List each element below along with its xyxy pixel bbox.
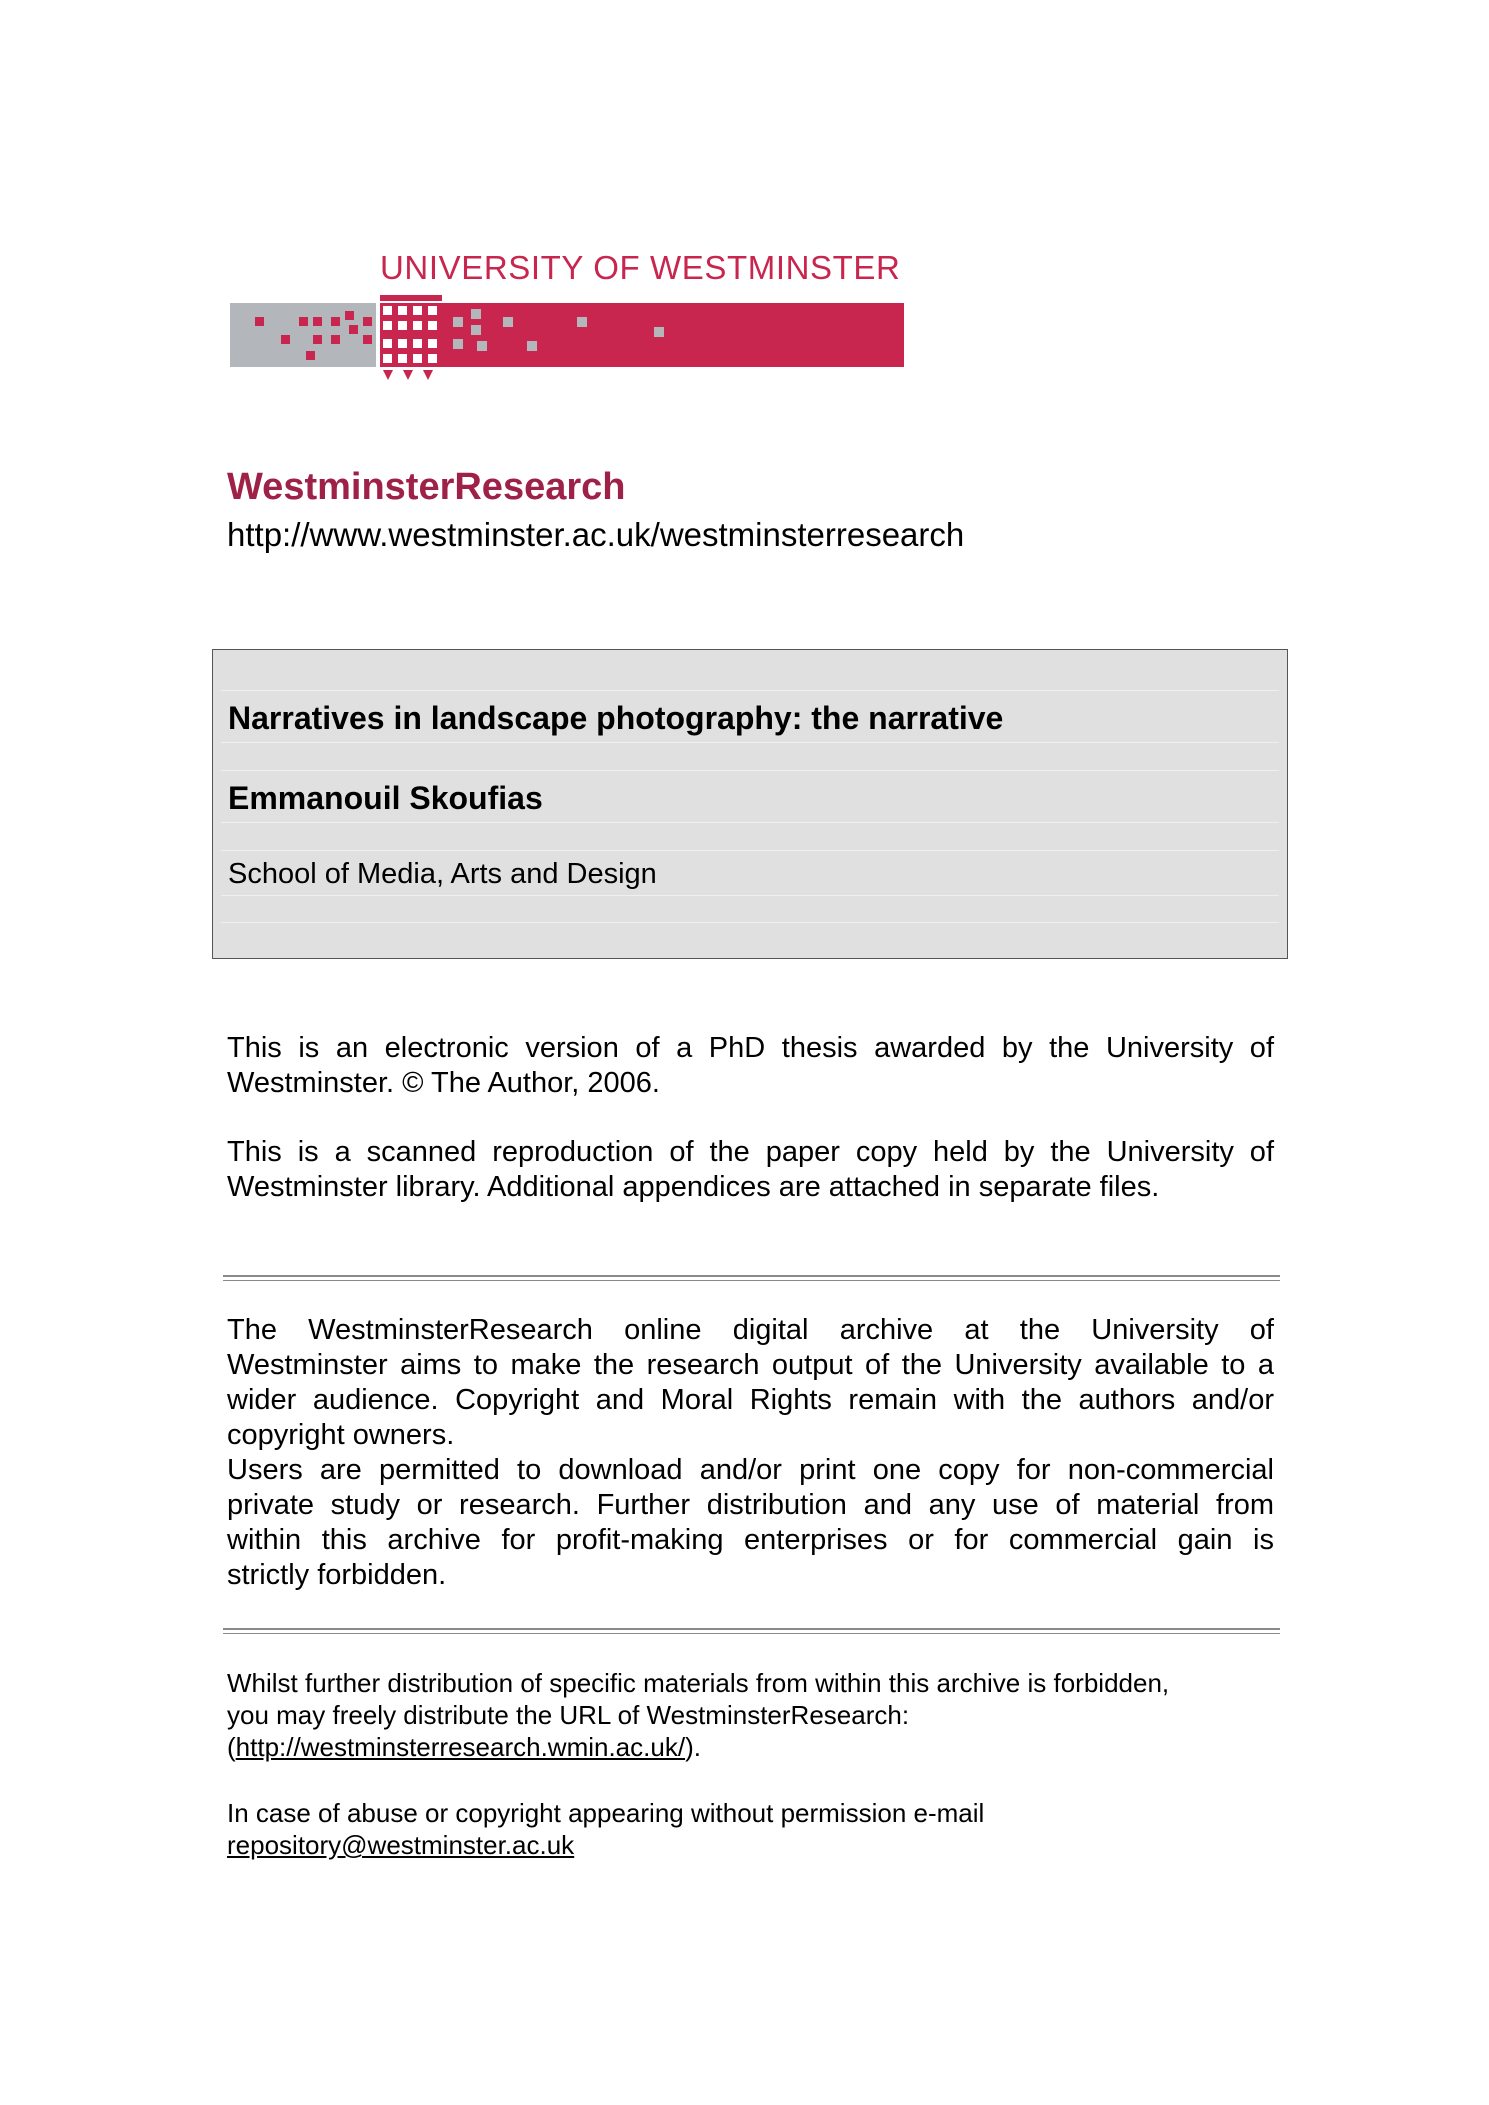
electronic-version-notice xyxy=(227,1031,1274,1101)
box-stripe xyxy=(221,895,1279,896)
thesis-info-box xyxy=(212,649,1288,959)
box-stripe xyxy=(221,922,1279,923)
divider xyxy=(223,1275,1280,1281)
repository-email-link[interactable]: repository@westminster.ac.uk xyxy=(227,1830,575,1860)
distribution-line: you may freely distribute the URL of WestminsterResearch: xyxy=(227,1700,910,1730)
url-open: ( xyxy=(227,1732,236,1762)
university-logo-graphic xyxy=(227,243,909,383)
archive-line: wider audience. Copyright and Moral Rights remain with the authors and/or xyxy=(227,1384,1274,1416)
thesis-school: School of Media, Arts and Design xyxy=(228,858,657,890)
distribution-url-line xyxy=(227,1731,1277,1763)
box-stripe xyxy=(221,742,1279,743)
scanned-reproduction-notice xyxy=(227,1135,1274,1205)
notice-line: Westminster. © The Author, 2006. xyxy=(227,1067,660,1099)
archive-line: Users are permitted to download and/or print one copy for non-commercial xyxy=(227,1454,1274,1486)
archive-line: Westminster aims to make the research output of the University available to a xyxy=(227,1349,1274,1381)
archive-line: private study or research. Further distribution and any use of material from xyxy=(227,1489,1274,1521)
contact-note xyxy=(227,1797,1277,1861)
archive-statement xyxy=(227,1313,1274,1593)
divider xyxy=(223,1628,1280,1634)
notice-line: This is an electronic version of a PhD thesis awarded by the University of xyxy=(227,1032,1274,1064)
distribution-note xyxy=(227,1667,1277,1763)
notice-line: Westminster library. Additional appendices are attached in separate files. xyxy=(227,1171,1160,1203)
box-stripe xyxy=(221,770,1279,771)
archive-line: The WestminsterResearch online digital archive at the University of xyxy=(227,1314,1274,1346)
thesis-title: Narratives in landscape photography: the narrative xyxy=(228,700,1004,736)
box-stripe xyxy=(221,822,1279,823)
box-stripe xyxy=(221,690,1279,691)
archive-line: within this archive for profit-making enterprises or for commercial gain is xyxy=(227,1524,1274,1556)
repository-name: WestminsterResearch xyxy=(227,466,626,508)
university-logo xyxy=(227,243,909,383)
archive-line: copyright owners. xyxy=(227,1419,455,1451)
contact-line: In case of abuse or copyright appearing without permission e-mail xyxy=(227,1798,985,1828)
westminsterresearch-link[interactable]: http://westminsterresearch.wmin.ac.uk/ xyxy=(235,1732,686,1762)
distribution-line: Whilst further distribution of specific materials from within this archive is forbidden, xyxy=(227,1668,1170,1698)
repository-url[interactable]: http://www.westminster.ac.uk/westminsterresearch xyxy=(227,516,965,553)
url-close: ). xyxy=(685,1732,701,1762)
university-wordmark: UNIVERSITY OF WESTMINSTER xyxy=(380,249,901,286)
box-stripe xyxy=(221,850,1279,851)
notice-line: This is a scanned reproduction of the paper copy held by the University of xyxy=(227,1136,1274,1168)
thesis-author: Emmanouil Skoufias xyxy=(228,780,543,816)
archive-line: strictly forbidden. xyxy=(227,1559,447,1591)
